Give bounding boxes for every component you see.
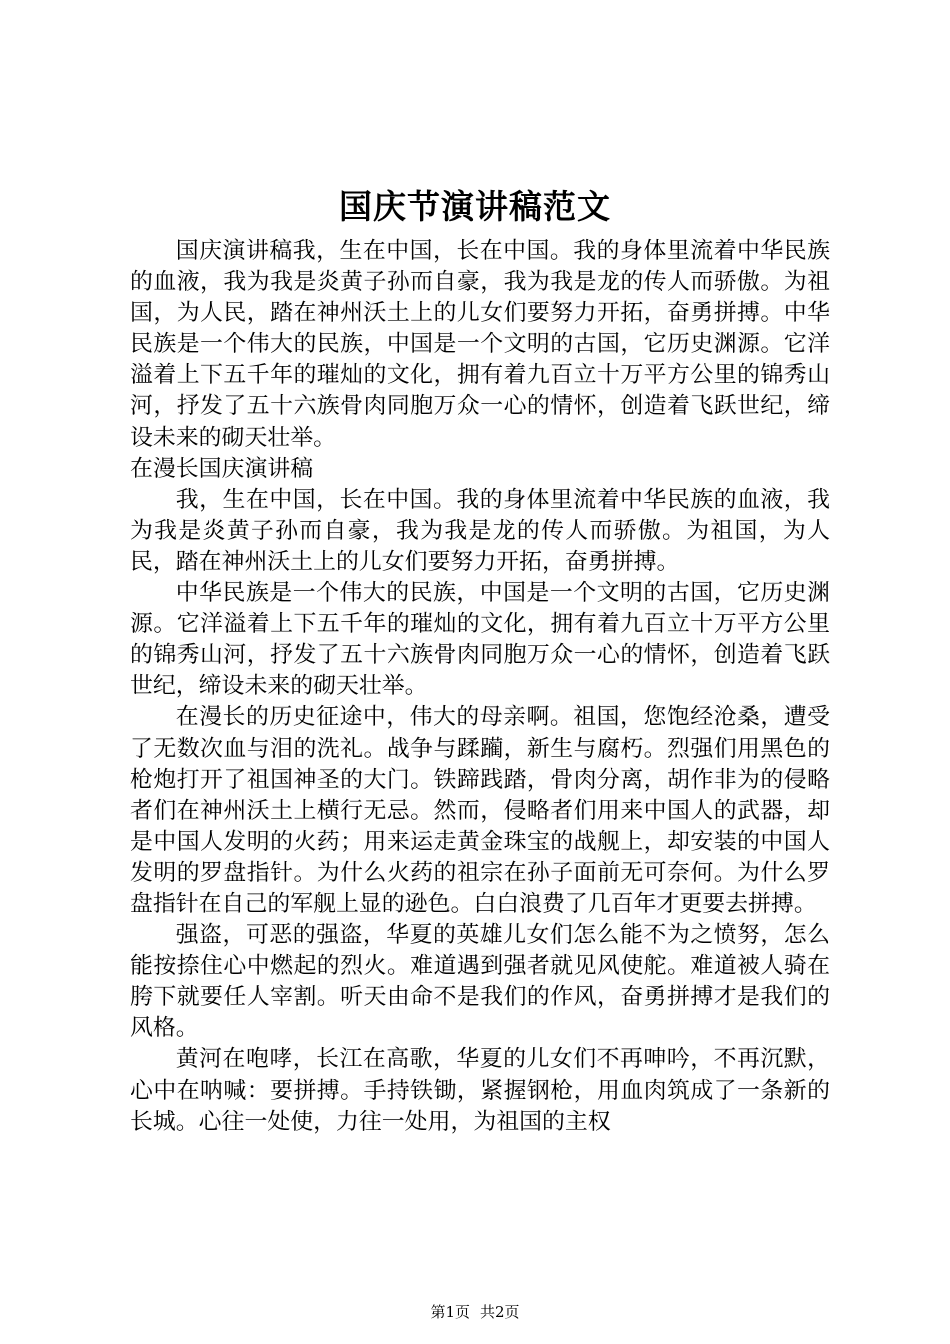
paragraph-7: 黄河在咆哮，长江在高歌，华夏的儿女们不再呻吟，不再沉默，心中在呐喊：要拼搏。手持铁锄，紧握钢枪，用血肉筑成了一条新的长城。心往一处使，力往一处用，为祖国的主权 [130, 1046, 830, 1135]
paragraph-3: 我，生在中国，长在中国。我的身体里流着中华民族的血液，我为我是炎黄子孙而自豪，我为我是龙的传人而骄傲。为祖国，为人民，踏在神州沃土上的儿女们要努力开拓，奋勇拼搏。 [130, 486, 830, 575]
page-total: 共2页 [480, 1303, 520, 1321]
page-number: 第1页 [430, 1303, 470, 1321]
document-title: 国庆节演讲稿范文 [339, 187, 611, 226]
page-footer [0, 1302, 950, 1322]
paragraph-1: 国庆演讲稿我，生在中国，长在中国。我的身体里流着中华民族的血液，我为我是炎黄子孙而自豪，我为我是龙的传人而骄傲。为祖国，为人民，踏在神州沃土上的儿女们要努力开拓，奋勇拼搏。中华民族是一个伟大的民族，中国是一个文明的古国，它历史渊源。它洋溢着上下五千年的璀灿的文化，拥有着九百立十万平方公里的锦秀山河，抒发了五十六族骨肉同胞万众一心的情怀，创造着飞跃世纪，缔设未来的砌天壮举。 [130, 238, 830, 451]
paragraph-5: 在漫长的历史征途中，伟大的母亲啊。祖国，您饱经沧桑，遭受了无数次血与泪的洗礼。战争与蹂躏，新生与腐朽。烈强们用黑色的枪炮打开了祖国神圣的大门。铁蹄践踏，骨肉分离，胡作非为的侵略者们在神州沃土上横行无忌。然而，侵略者们用来中国人的武器，却是中国人发明的火药；用来运走黄金珠宝的战舰上，却安装的中国人发明的罗盘指针。为什么火药的祖宗在孙子面前无可奈何。为什么罗盘指针在自己的军舰上显的逊色。白白浪费了几百年才更要去拼搏。 [130, 704, 830, 917]
document-body [130, 236, 830, 1138]
paragraph-6: 强盗，可恶的强盗，华夏的英雄儿女们怎么能不为之愤努，怎么能按捺住心中燃起的烈火。难道遇到强者就见风使舵。难道被人骑在胯下就要任人宰割。听天由命不是我们的作风，奋勇拼搏才是我们的风格。 [130, 922, 830, 1042]
paragraph-4: 中华民族是一个伟大的民族，中国是一个文明的古国，它历史渊源。它洋溢着上下五千年的璀灿的文化，拥有着九百立十万平方公里的锦秀山河，抒发了五十六族骨肉同胞万众一心的情怀，创造着飞跃世纪，缔设未来的砌天壮举。 [130, 580, 830, 700]
paragraph-2: 在漫长国庆演讲稿 [130, 455, 314, 482]
